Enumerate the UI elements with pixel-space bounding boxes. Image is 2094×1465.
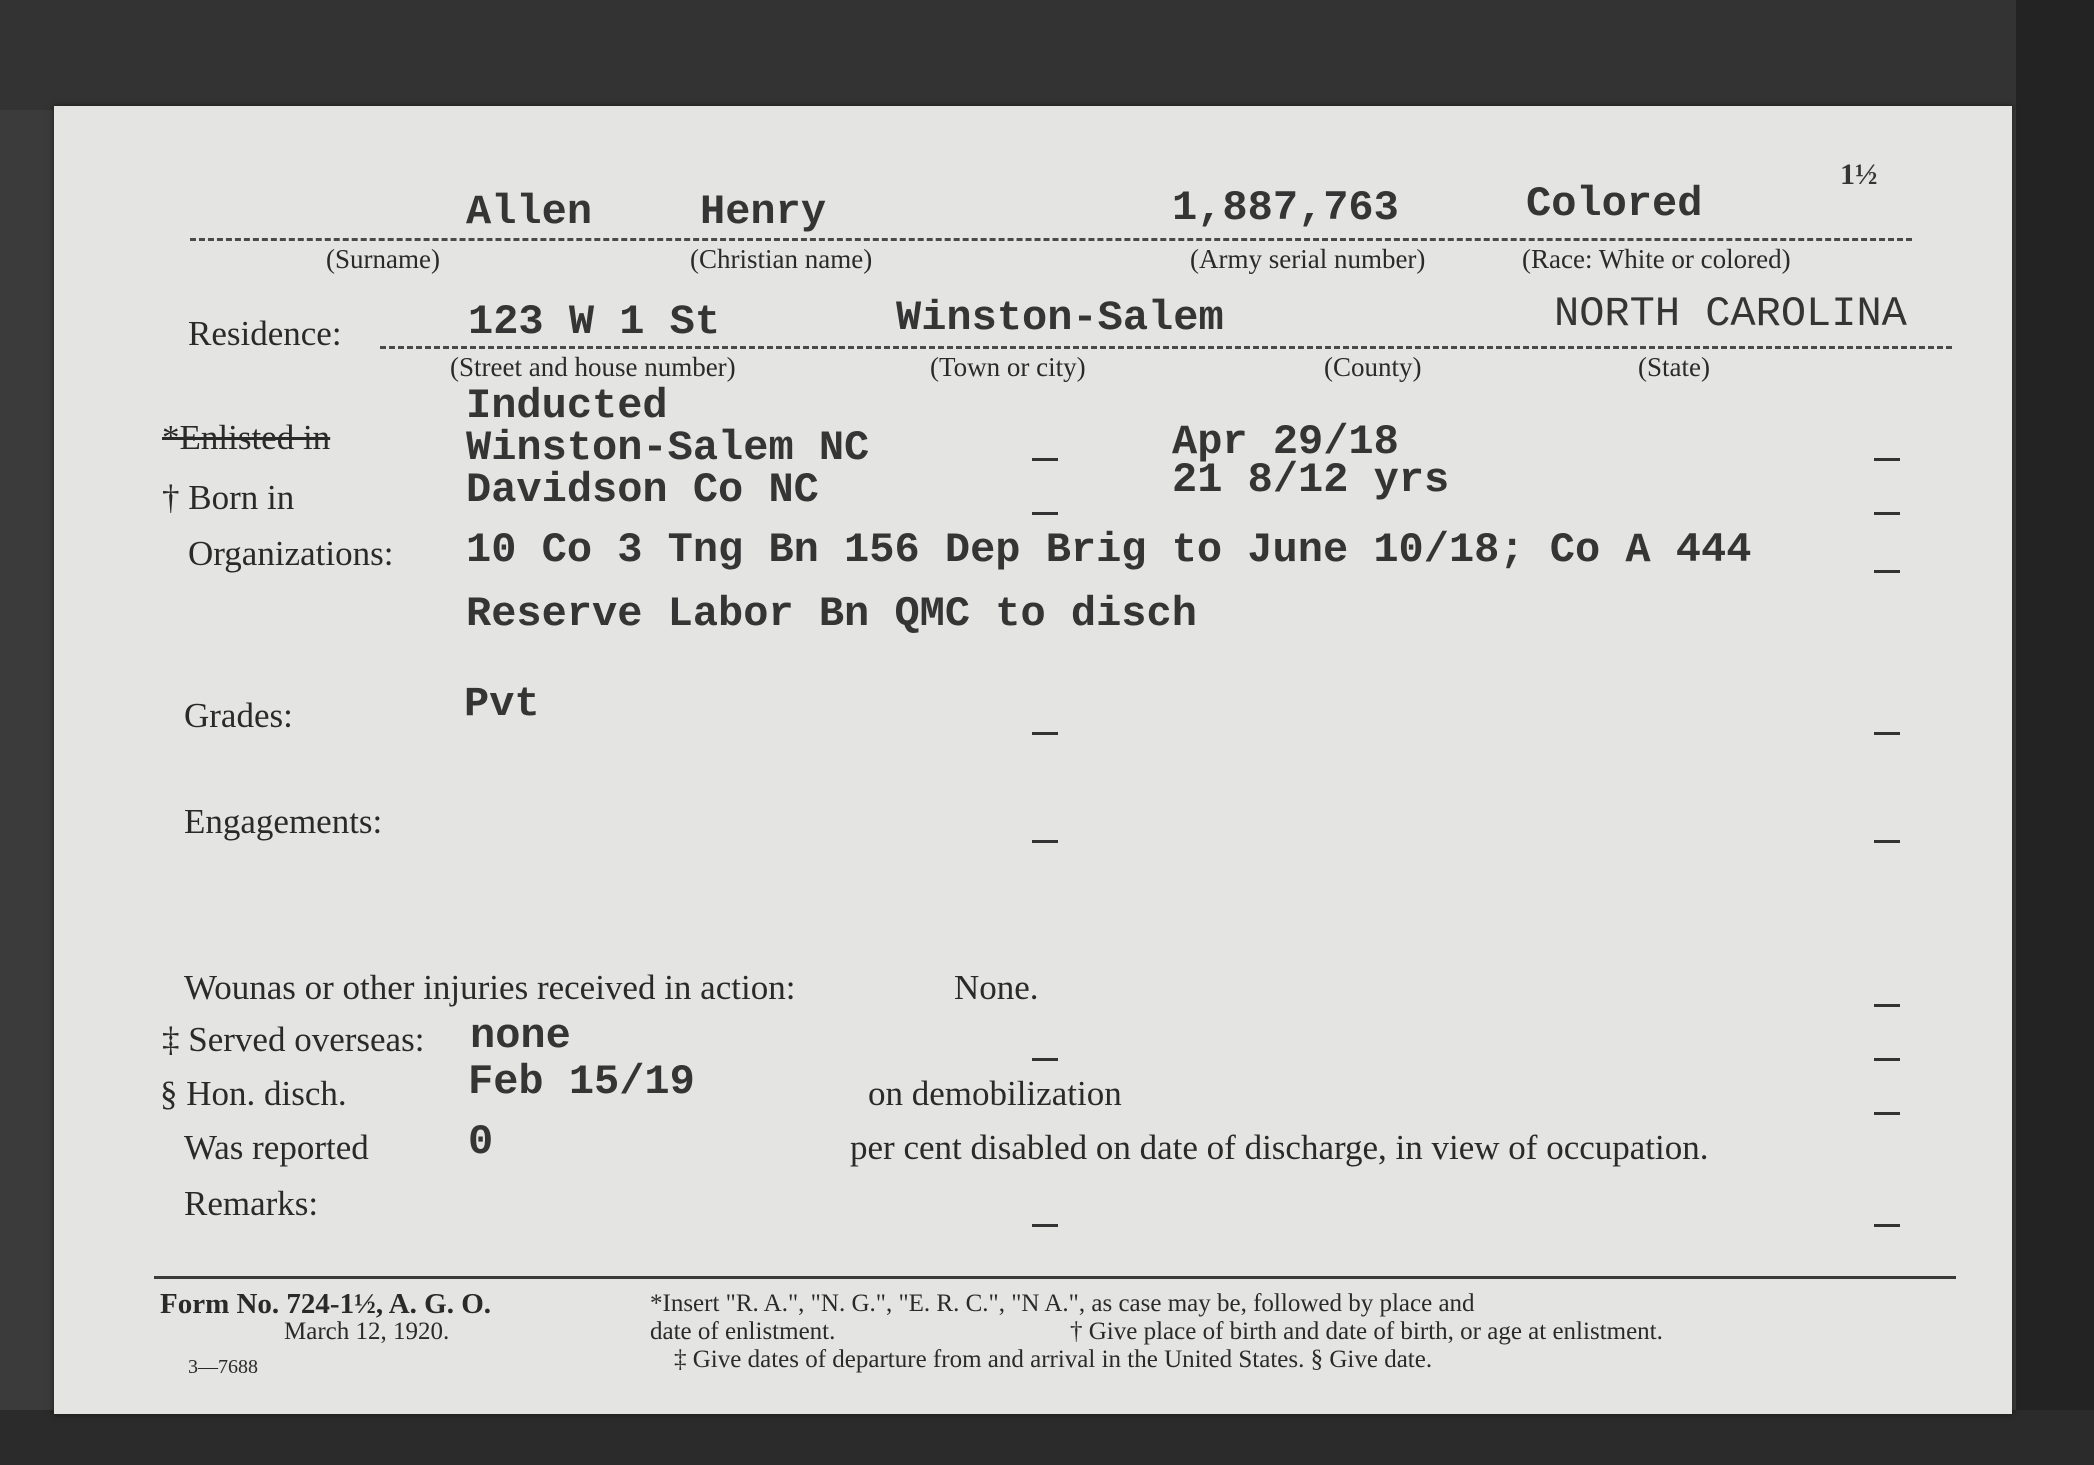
enlisted-in-label: *Enlisted in [162, 418, 331, 457]
tick-mark [1032, 1224, 1058, 1227]
wounds-label: Wounas or other injuries received in action: [184, 968, 796, 1007]
county-caption: (County) [1324, 352, 1422, 382]
served-overseas-label: ‡ Served overseas: [162, 1020, 425, 1059]
organizations-line1: 10 Co 3 Tng Bn 156 Dep Brig to June 10/18; Co A 444 [466, 526, 1752, 574]
grades-value: Pvt [464, 680, 540, 728]
tick-mark [1032, 512, 1058, 515]
tick-mark [1032, 732, 1058, 735]
residence-street: 123 W 1 St [468, 298, 721, 346]
serial-number-value: 1,887,763 [1172, 184, 1399, 232]
birth-place: Davidson Co NC [466, 466, 819, 514]
footnote-3: ‡ Give dates of departure from and arrival in the United States. § Give date. [674, 1346, 1433, 1373]
hon-disch-label: § Hon. disch. [160, 1074, 347, 1113]
residence-label: Residence: [188, 314, 342, 353]
tick-mark [1874, 512, 1900, 515]
print-number: 3—7688 [188, 1356, 258, 1378]
inducted-typed: Inducted [466, 382, 668, 430]
footer-rule [154, 1276, 1956, 1279]
age-at-enlistment: 21 8/12 yrs [1172, 456, 1450, 504]
was-reported-label: Was reported [184, 1128, 369, 1167]
scan-background-right [2016, 0, 2094, 1465]
served-overseas-value: none [470, 1012, 571, 1060]
tick-mark [1032, 458, 1058, 461]
tick-mark [1874, 1112, 1900, 1115]
tick-mark [1874, 840, 1900, 843]
residence-town: Winston-Salem [896, 294, 1224, 342]
surname-value: Allen [466, 188, 593, 236]
remarks-label: Remarks: [184, 1184, 319, 1223]
tick-mark [1874, 1224, 1900, 1227]
tick-mark [1874, 570, 1900, 573]
tick-mark [1874, 1004, 1900, 1007]
disability-percent: 0 [468, 1118, 494, 1166]
tick-mark [1874, 1058, 1900, 1061]
enlistment-date: Apr 29/18 [1172, 418, 1399, 466]
born-in-label: † Born in [162, 478, 295, 517]
residence-state: NORTH CAROLINA [1554, 290, 1907, 338]
discharge-date: Feb 15/19 [468, 1058, 695, 1106]
tick-mark [1032, 1058, 1058, 1061]
organizations-line2: Reserve Labor Bn QMC to disch [466, 590, 1197, 638]
enlistment-place: Winston-Salem NC [466, 424, 870, 472]
footnote-1: *Insert "R. A.", "N. G.", "E. R. C.", "N A.", as case may be, followed by place and [650, 1290, 1475, 1317]
engagements-label: Engagements: [184, 802, 383, 841]
state-caption: (State) [1638, 352, 1710, 382]
service-record-card [54, 106, 2012, 1414]
race-caption: (Race: White or colored) [1522, 244, 1791, 274]
form-number: Form No. 724-1½, A. G. O. [160, 1288, 492, 1320]
serial-caption: (Army serial number) [1190, 244, 1426, 274]
town-caption: (Town or city) [930, 352, 1086, 382]
disability-note: per cent disabled on date of discharge, in view of occupation. [850, 1128, 1709, 1167]
surname-caption: (Surname) [326, 244, 440, 274]
christian-name-caption: (Christian name) [690, 244, 873, 274]
residence-dotted-line [380, 346, 1952, 349]
tick-mark [1874, 732, 1900, 735]
tick-mark [1874, 458, 1900, 461]
scan-background-top [0, 0, 2094, 110]
header-dotted-line [190, 238, 1912, 241]
discharge-note: on demobilization [868, 1074, 1122, 1113]
footnote-2a: date of enlistment. [650, 1318, 836, 1345]
form-date: March 12, 1920. [284, 1318, 450, 1345]
street-caption: (Street and house number) [450, 352, 736, 382]
footnote-2b: † Give place of birth and date of birth, or age at enlistment. [1070, 1318, 1663, 1345]
form-fraction: 1½ [1840, 158, 1878, 191]
wounds-value: None. [954, 968, 1039, 1007]
christian-name-value: Henry [700, 188, 827, 236]
organizations-label: Organizations: [188, 534, 394, 573]
scan-background-bottom [0, 1410, 2094, 1465]
tick-mark [1032, 840, 1058, 843]
race-value: Colored [1526, 180, 1703, 228]
grades-label: Grades: [184, 696, 293, 735]
